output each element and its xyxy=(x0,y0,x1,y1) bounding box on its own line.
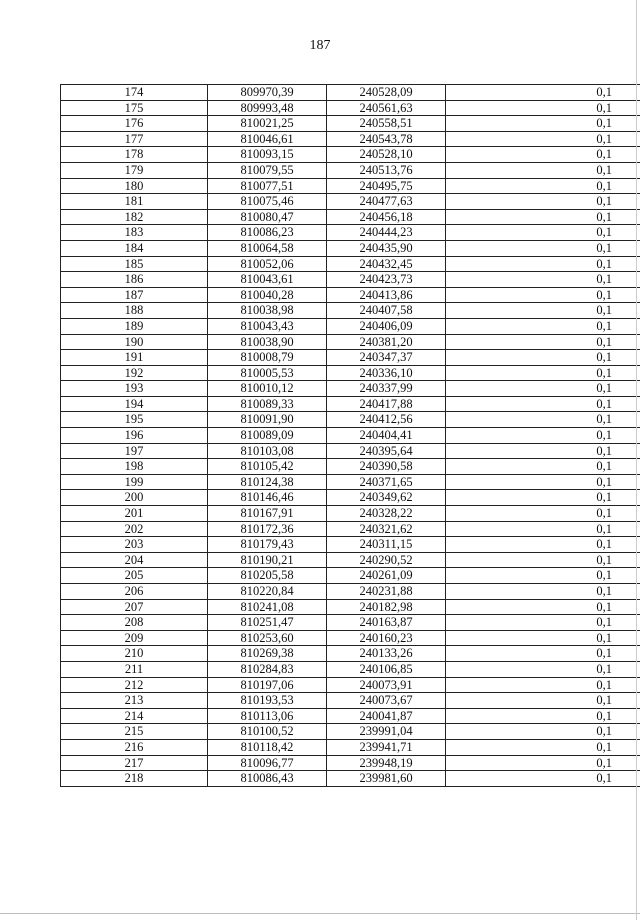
x-coordinate-cell: 810167,91 xyxy=(208,506,327,522)
point-number-cell: 206 xyxy=(61,584,208,600)
x-coordinate-cell: 810079,55 xyxy=(208,162,327,178)
table-row xyxy=(61,661,640,677)
point-number-cell: 179 xyxy=(61,162,208,178)
x-coordinate-cell: 810220,84 xyxy=(208,584,327,600)
table-row xyxy=(61,724,640,740)
error-cell: 0,1 xyxy=(446,116,640,132)
point-number-cell: 212 xyxy=(61,677,208,693)
x-coordinate-cell: 810241,08 xyxy=(208,599,327,615)
table-row xyxy=(61,459,640,475)
y-coordinate-cell: 240390,58 xyxy=(327,459,446,475)
error-cell: 0,1 xyxy=(446,162,640,178)
error-cell: 0,1 xyxy=(446,428,640,444)
error-cell: 0,1 xyxy=(446,568,640,584)
point-number-cell: 202 xyxy=(61,521,208,537)
point-number-cell: 201 xyxy=(61,506,208,522)
error-cell: 0,1 xyxy=(446,521,640,537)
y-coordinate-cell: 240404,41 xyxy=(327,428,446,444)
table-row xyxy=(61,240,640,256)
x-coordinate-cell: 810193,53 xyxy=(208,693,327,709)
x-coordinate-cell: 810046,61 xyxy=(208,131,327,147)
y-coordinate-cell: 240073,91 xyxy=(327,677,446,693)
table-row xyxy=(61,100,640,116)
table-row xyxy=(61,599,640,615)
point-number-cell: 192 xyxy=(61,365,208,381)
table-row xyxy=(61,490,640,506)
point-number-cell: 193 xyxy=(61,381,208,397)
y-coordinate-cell: 240528,09 xyxy=(327,85,446,101)
table-row xyxy=(61,334,640,350)
point-number-cell: 198 xyxy=(61,459,208,475)
error-cell: 0,1 xyxy=(446,178,640,194)
point-number-cell: 191 xyxy=(61,350,208,366)
y-coordinate-cell: 240328,22 xyxy=(327,506,446,522)
bottom-divider xyxy=(0,913,640,914)
y-coordinate-cell: 240495,75 xyxy=(327,178,446,194)
right-divider xyxy=(636,0,637,920)
error-cell: 0,1 xyxy=(446,537,640,553)
point-number-cell: 189 xyxy=(61,318,208,334)
point-number-cell: 208 xyxy=(61,615,208,631)
y-coordinate-cell: 240381,20 xyxy=(327,334,446,350)
table-row xyxy=(61,147,640,163)
error-cell: 0,1 xyxy=(446,584,640,600)
x-coordinate-cell: 810197,06 xyxy=(208,677,327,693)
y-coordinate-cell: 240290,52 xyxy=(327,552,446,568)
error-cell: 0,1 xyxy=(446,693,640,709)
x-coordinate-cell: 810100,52 xyxy=(208,724,327,740)
x-coordinate-cell: 810089,09 xyxy=(208,428,327,444)
y-coordinate-cell: 240432,45 xyxy=(327,256,446,272)
error-cell: 0,1 xyxy=(446,256,640,272)
table-row xyxy=(61,506,640,522)
point-number-cell: 203 xyxy=(61,537,208,553)
table-row xyxy=(61,474,640,490)
point-number-cell: 197 xyxy=(61,443,208,459)
table-row xyxy=(61,225,640,241)
error-cell: 0,1 xyxy=(446,739,640,755)
y-coordinate-cell: 239941,71 xyxy=(327,739,446,755)
y-coordinate-cell: 240371,65 xyxy=(327,474,446,490)
table-row xyxy=(61,677,640,693)
x-coordinate-cell: 810008,79 xyxy=(208,350,327,366)
error-cell: 0,1 xyxy=(446,490,640,506)
error-cell: 0,1 xyxy=(446,552,640,568)
x-coordinate-cell: 810146,46 xyxy=(208,490,327,506)
x-coordinate-cell: 810190,21 xyxy=(208,552,327,568)
y-coordinate-cell: 240477,63 xyxy=(327,194,446,210)
y-coordinate-cell: 240513,76 xyxy=(327,162,446,178)
y-coordinate-cell: 240347,37 xyxy=(327,350,446,366)
error-cell: 0,1 xyxy=(446,708,640,724)
x-coordinate-cell: 810253,60 xyxy=(208,630,327,646)
y-coordinate-cell: 240407,58 xyxy=(327,303,446,319)
x-coordinate-cell: 810124,38 xyxy=(208,474,327,490)
x-coordinate-cell: 810105,42 xyxy=(208,459,327,475)
point-number-cell: 183 xyxy=(61,225,208,241)
table-row xyxy=(61,178,640,194)
error-cell: 0,1 xyxy=(446,755,640,771)
x-coordinate-cell: 810118,42 xyxy=(208,739,327,755)
y-coordinate-cell: 239991,04 xyxy=(327,724,446,740)
table-row xyxy=(61,708,640,724)
error-cell: 0,1 xyxy=(446,131,640,147)
coordinates-table xyxy=(60,84,640,787)
point-number-cell: 182 xyxy=(61,209,208,225)
y-coordinate-cell: 240456,18 xyxy=(327,209,446,225)
x-coordinate-cell: 810179,43 xyxy=(208,537,327,553)
point-number-cell: 209 xyxy=(61,630,208,646)
error-cell: 0,1 xyxy=(446,147,640,163)
y-coordinate-cell: 240413,86 xyxy=(327,287,446,303)
error-cell: 0,1 xyxy=(446,240,640,256)
y-coordinate-cell: 240395,64 xyxy=(327,443,446,459)
point-number-cell: 207 xyxy=(61,599,208,615)
error-cell: 0,1 xyxy=(446,615,640,631)
x-coordinate-cell: 810010,12 xyxy=(208,381,327,397)
point-number-cell: 174 xyxy=(61,85,208,101)
point-number-cell: 196 xyxy=(61,428,208,444)
table-row xyxy=(61,256,640,272)
table-row xyxy=(61,272,640,288)
x-coordinate-cell: 810038,90 xyxy=(208,334,327,350)
y-coordinate-cell: 240160,23 xyxy=(327,630,446,646)
point-number-cell: 215 xyxy=(61,724,208,740)
table-row xyxy=(61,615,640,631)
table-row xyxy=(61,646,640,662)
error-cell: 0,1 xyxy=(446,287,640,303)
x-coordinate-cell: 810052,06 xyxy=(208,256,327,272)
y-coordinate-cell: 240106,85 xyxy=(327,661,446,677)
y-coordinate-cell: 240435,90 xyxy=(327,240,446,256)
y-coordinate-cell: 240261,09 xyxy=(327,568,446,584)
point-number-cell: 177 xyxy=(61,131,208,147)
error-cell: 0,1 xyxy=(446,459,640,475)
y-coordinate-cell: 240337,99 xyxy=(327,381,446,397)
x-coordinate-cell: 810021,25 xyxy=(208,116,327,132)
x-coordinate-cell: 810103,08 xyxy=(208,443,327,459)
point-number-cell: 213 xyxy=(61,693,208,709)
y-coordinate-cell: 240133,26 xyxy=(327,646,446,662)
error-cell: 0,1 xyxy=(446,771,640,787)
table-row xyxy=(61,209,640,225)
point-number-cell: 205 xyxy=(61,568,208,584)
point-number-cell: 178 xyxy=(61,147,208,163)
table-row xyxy=(61,318,640,334)
y-coordinate-cell: 240231,88 xyxy=(327,584,446,600)
point-number-cell: 190 xyxy=(61,334,208,350)
error-cell: 0,1 xyxy=(446,194,640,210)
error-cell: 0,1 xyxy=(446,724,640,740)
y-coordinate-cell: 240423,73 xyxy=(327,272,446,288)
y-coordinate-cell: 240558,51 xyxy=(327,116,446,132)
x-coordinate-cell: 810077,51 xyxy=(208,178,327,194)
table-row xyxy=(61,116,640,132)
point-number-cell: 181 xyxy=(61,194,208,210)
x-coordinate-cell: 809970,39 xyxy=(208,85,327,101)
point-number-cell: 204 xyxy=(61,552,208,568)
error-cell: 0,1 xyxy=(446,381,640,397)
y-coordinate-cell: 240336,10 xyxy=(327,365,446,381)
error-cell: 0,1 xyxy=(446,630,640,646)
error-cell: 0,1 xyxy=(446,100,640,116)
table-row xyxy=(61,303,640,319)
table-row xyxy=(61,584,640,600)
error-cell: 0,1 xyxy=(446,272,640,288)
x-coordinate-cell: 810205,58 xyxy=(208,568,327,584)
error-cell: 0,1 xyxy=(446,599,640,615)
point-number-cell: 199 xyxy=(61,474,208,490)
point-number-cell: 216 xyxy=(61,739,208,755)
table-row xyxy=(61,537,640,553)
error-cell: 0,1 xyxy=(446,646,640,662)
table-row xyxy=(61,131,640,147)
table-row xyxy=(61,521,640,537)
point-number-cell: 210 xyxy=(61,646,208,662)
x-coordinate-cell: 810091,90 xyxy=(208,412,327,428)
point-number-cell: 186 xyxy=(61,272,208,288)
table-row xyxy=(61,428,640,444)
y-coordinate-cell: 240321,62 xyxy=(327,521,446,537)
point-number-cell: 211 xyxy=(61,661,208,677)
error-cell: 0,1 xyxy=(446,474,640,490)
y-coordinate-cell: 240417,88 xyxy=(327,396,446,412)
y-coordinate-cell: 240349,62 xyxy=(327,490,446,506)
point-number-cell: 214 xyxy=(61,708,208,724)
table-row xyxy=(61,381,640,397)
y-coordinate-cell: 240406,09 xyxy=(327,318,446,334)
error-cell: 0,1 xyxy=(446,225,640,241)
x-coordinate-cell: 810043,61 xyxy=(208,272,327,288)
point-number-cell: 188 xyxy=(61,303,208,319)
point-number-cell: 184 xyxy=(61,240,208,256)
table-row xyxy=(61,552,640,568)
error-cell: 0,1 xyxy=(446,334,640,350)
x-coordinate-cell: 810080,47 xyxy=(208,209,327,225)
table-row xyxy=(61,568,640,584)
point-number-cell: 200 xyxy=(61,490,208,506)
point-number-cell: 195 xyxy=(61,412,208,428)
point-number-cell: 218 xyxy=(61,771,208,787)
x-coordinate-cell: 810064,58 xyxy=(208,240,327,256)
error-cell: 0,1 xyxy=(446,412,640,428)
x-coordinate-cell: 810005,53 xyxy=(208,365,327,381)
x-coordinate-cell: 810043,43 xyxy=(208,318,327,334)
x-coordinate-cell: 810075,46 xyxy=(208,194,327,210)
point-number-cell: 217 xyxy=(61,755,208,771)
error-cell: 0,1 xyxy=(446,365,640,381)
x-coordinate-cell: 809993,48 xyxy=(208,100,327,116)
x-coordinate-cell: 810089,33 xyxy=(208,396,327,412)
error-cell: 0,1 xyxy=(446,209,640,225)
x-coordinate-cell: 810269,38 xyxy=(208,646,327,662)
point-number-cell: 187 xyxy=(61,287,208,303)
x-coordinate-cell: 810251,47 xyxy=(208,615,327,631)
table-row xyxy=(61,630,640,646)
x-coordinate-cell: 810172,36 xyxy=(208,521,327,537)
x-coordinate-cell: 810040,28 xyxy=(208,287,327,303)
y-coordinate-cell: 239981,60 xyxy=(327,771,446,787)
error-cell: 0,1 xyxy=(446,677,640,693)
x-coordinate-cell: 810096,77 xyxy=(208,755,327,771)
y-coordinate-cell: 240561,63 xyxy=(327,100,446,116)
table-row xyxy=(61,739,640,755)
y-coordinate-cell: 240444,23 xyxy=(327,225,446,241)
error-cell: 0,1 xyxy=(446,443,640,459)
table-row xyxy=(61,365,640,381)
table-row xyxy=(61,287,640,303)
table-row xyxy=(61,162,640,178)
y-coordinate-cell: 240528,10 xyxy=(327,147,446,163)
x-coordinate-cell: 810093,15 xyxy=(208,147,327,163)
point-number-cell: 194 xyxy=(61,396,208,412)
error-cell: 0,1 xyxy=(446,661,640,677)
point-number-cell: 180 xyxy=(61,178,208,194)
table-row xyxy=(61,412,640,428)
point-number-cell: 185 xyxy=(61,256,208,272)
y-coordinate-cell: 240412,56 xyxy=(327,412,446,428)
y-coordinate-cell: 239948,19 xyxy=(327,755,446,771)
error-cell: 0,1 xyxy=(446,396,640,412)
error-cell: 0,1 xyxy=(446,303,640,319)
page-number: 187 xyxy=(309,38,331,53)
table-row xyxy=(61,350,640,366)
y-coordinate-cell: 240543,78 xyxy=(327,131,446,147)
error-cell: 0,1 xyxy=(446,350,640,366)
point-number-cell: 176 xyxy=(61,116,208,132)
y-coordinate-cell: 240163,87 xyxy=(327,615,446,631)
table-row xyxy=(61,693,640,709)
x-coordinate-cell: 810086,23 xyxy=(208,225,327,241)
table-row xyxy=(61,771,640,787)
table-row xyxy=(61,396,640,412)
y-coordinate-cell: 240073,67 xyxy=(327,693,446,709)
error-cell: 0,1 xyxy=(446,506,640,522)
x-coordinate-cell: 810113,06 xyxy=(208,708,327,724)
table-row xyxy=(61,194,640,210)
x-coordinate-cell: 810284,83 xyxy=(208,661,327,677)
error-cell: 0,1 xyxy=(446,318,640,334)
table-row xyxy=(61,755,640,771)
point-number-cell: 175 xyxy=(61,100,208,116)
table-body xyxy=(61,85,640,787)
x-coordinate-cell: 810038,98 xyxy=(208,303,327,319)
table-row xyxy=(61,443,640,459)
error-cell: 0,1 xyxy=(446,85,640,101)
x-coordinate-cell: 810086,43 xyxy=(208,771,327,787)
y-coordinate-cell: 240041,87 xyxy=(327,708,446,724)
table-row xyxy=(61,85,640,101)
y-coordinate-cell: 240182,98 xyxy=(327,599,446,615)
y-coordinate-cell: 240311,15 xyxy=(327,537,446,553)
